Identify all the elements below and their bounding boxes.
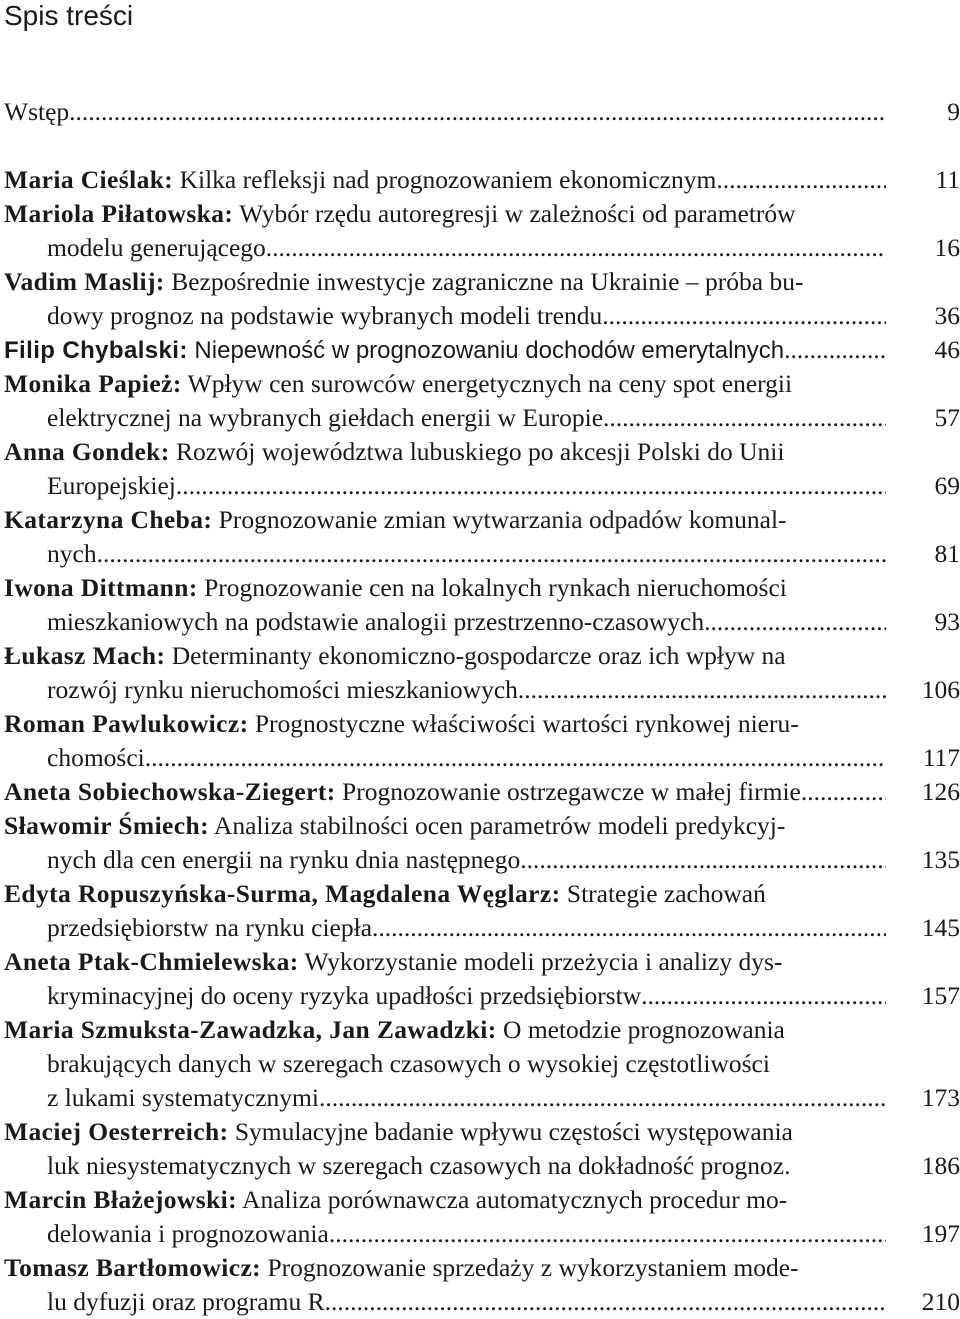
entry-title-line: Wykorzystanie modeli przeżycia i analizy dys- <box>298 947 783 976</box>
page-number: 81 <box>934 539 960 568</box>
toc-entry[interactable] <box>4 1115 960 1183</box>
entry-title-line: Kilka refleksji nad prognozowaniem ekonomicznym <box>173 165 717 194</box>
page-title: Spis treści <box>4 0 134 31</box>
toc-entry[interactable] <box>4 1251 960 1319</box>
entry-title-line: luk niesystematycznych w szeregach czasowych na dokładność prognoz. <box>47 1151 791 1180</box>
entry-author: Anna Gondek: <box>4 437 170 466</box>
entry-title-line: modelu generującego <box>47 233 266 262</box>
entry-author: Monika Papież: <box>4 369 182 398</box>
dot-leader <box>329 1217 886 1251</box>
entry-title-line: Prognozowanie zmian wytwarzania odpadów komunal- <box>212 505 787 534</box>
entry-title-line: nych <box>47 539 97 568</box>
table-of-contents <box>4 95 960 1319</box>
dot-leader <box>602 299 886 333</box>
dot-leader <box>266 231 886 265</box>
entry-title-line: rozwój rynku nieruchomości mieszkaniowych <box>47 675 518 704</box>
toc-entry[interactable] <box>4 435 960 503</box>
entry-title-line: Rozwój województwa lubuskiego po akcesji Polski do Unii <box>169 437 785 466</box>
toc-entry[interactable] <box>4 197 960 265</box>
entry-title-line: Prognozowanie ostrzegawcze w małej firmie <box>335 777 801 806</box>
page-number: 186 <box>921 1151 960 1180</box>
toc-entry[interactable] <box>4 877 960 945</box>
entry-title-line: Prognostyczne właściwości wartości rynkowej nieru- <box>248 709 799 738</box>
page-number: 173 <box>921 1083 960 1112</box>
entry-author: Aneta Sobiechowska-Ziegert: <box>4 777 336 806</box>
dot-leader <box>145 741 886 775</box>
toc-entry[interactable] <box>4 707 960 775</box>
entry-title-line: Bezpośrednie inwestycje zagraniczne na Ukrainie – próba bu- <box>164 267 804 296</box>
entry-title-line: Wybór rzędu autoregresji w zależności od parametrów <box>233 199 796 228</box>
toc-entry[interactable] <box>4 571 960 639</box>
toc-entry[interactable] <box>4 1183 960 1251</box>
entry-title-line: brakujących danych w szeregach czasowych o wysokiej częstotliwości <box>47 1049 770 1078</box>
dot-leader <box>716 163 886 197</box>
dot-leader <box>69 95 886 129</box>
dot-leader <box>518 673 886 707</box>
entry-title-line: nych dla cen energii na rynku dnia następnego <box>47 845 521 874</box>
entry-title-line: O metodzie prognozowania <box>496 1015 785 1044</box>
dot-leader <box>704 605 886 639</box>
page-number: 157 <box>921 981 960 1010</box>
dot-leader <box>784 333 886 368</box>
entry-title-line: Europejskiej <box>47 471 176 500</box>
entry-title-line: mieszkaniowych na podstawie analogii przestrzenno-czasowych <box>47 607 705 636</box>
page-number: 126 <box>921 777 960 806</box>
entry-title-line: przedsiębiorstw na rynku ciepła <box>47 913 373 942</box>
entry-title: Wstęp <box>4 97 70 126</box>
entry-title-line: Analiza stabilności ocen parametrów modeli predykcyj- <box>208 811 786 840</box>
entry-author: Łukasz Mach: <box>4 641 166 670</box>
entry-author: Filip Chybalski: <box>4 337 188 364</box>
dot-leader <box>319 1081 886 1115</box>
page-number: 11 <box>935 165 960 194</box>
toc-entries <box>4 163 960 1319</box>
entry-title-line: Prognozowanie cen na lokalnych rynkach nieruchomości <box>197 573 787 602</box>
dot-leader <box>641 979 886 1013</box>
page-number: 197 <box>921 1219 960 1248</box>
toc-entry[interactable] <box>4 163 960 197</box>
toc-entry[interactable] <box>4 503 960 571</box>
page-number: 69 <box>934 471 960 500</box>
entry-title-line: z lukami systematycznymi <box>47 1083 319 1112</box>
entry-title-line: Symulacyjne badanie wpływu częstości występowania <box>228 1117 793 1146</box>
dot-leader <box>520 843 886 877</box>
page-number: 117 <box>922 743 960 772</box>
entry-title-line: Prognozowanie sprzedaży z wykorzystaniem mode- <box>261 1253 799 1282</box>
entry-author: Tomasz Bartłomowicz: <box>4 1253 262 1282</box>
entry-author: Aneta Ptak-Chmielewska: <box>4 947 299 976</box>
toc-entry[interactable] <box>4 333 960 367</box>
entry-author: Maria Cieślak: <box>4 165 174 194</box>
entry-author: Roman Pawlukowicz: <box>4 709 249 738</box>
dot-leader <box>372 911 886 945</box>
entry-author: Katarzyna Cheba: <box>4 505 213 534</box>
page-number: 135 <box>921 845 960 874</box>
page-number: 210 <box>921 1287 960 1316</box>
toc-entry-introduction[interactable] <box>4 95 960 129</box>
toc-entry[interactable] <box>4 945 960 1013</box>
entry-author: Marcin Błażejowski: <box>4 1185 238 1214</box>
entry-title-line: Analiza porównawcza automatycznych procedur mo- <box>237 1185 788 1214</box>
entry-title-line: elektrycznej na wybranych giełdach energii w Europie <box>47 403 604 432</box>
entry-title-line: Determinanty ekonomiczno-gospodarcze oraz ich wpływ na <box>165 641 786 670</box>
dot-leader <box>325 1285 886 1319</box>
entry-title-line: Niepewność w prognozowaniu dochodów emerytalnych <box>187 337 785 364</box>
dot-leader <box>603 401 886 435</box>
toc-entry[interactable] <box>4 639 960 707</box>
entry-title-line: delowania i prognozowania <box>47 1219 329 1248</box>
entry-author: Iwona Dittmann: <box>4 573 198 602</box>
page-number: 9 <box>947 97 960 126</box>
page-number: 16 <box>934 233 960 262</box>
toc-entry[interactable] <box>4 265 960 333</box>
page-number: 57 <box>934 403 960 432</box>
entry-author: Mariola Piłatowska: <box>4 199 234 228</box>
dot-leader <box>801 775 886 809</box>
page-number: 93 <box>934 607 960 636</box>
entry-author: Sławomir Śmiech: <box>4 811 209 840</box>
page-number: 145 <box>921 913 960 942</box>
entry-title-line: lu dyfuzji oraz programu R <box>47 1287 325 1316</box>
toc-entry[interactable] <box>4 775 960 809</box>
dot-leader <box>97 537 886 571</box>
toc-entry[interactable] <box>4 367 960 435</box>
page-number: 36 <box>934 301 960 330</box>
page-number: 106 <box>921 675 960 704</box>
entry-author: Maciej Oesterreich: <box>4 1117 229 1146</box>
entry-author: Edyta Ropuszyńska-Surma, Magdalena Węglarz: <box>4 879 561 908</box>
entry-author: Maria Szmuksta-Zawadzka, Jan Zawadzki: <box>4 1015 497 1044</box>
toc-entry[interactable] <box>4 1013 960 1115</box>
entry-title-line: dowy prognoz na podstawie wybranych modeli trendu <box>47 301 603 330</box>
page-number: 46 <box>934 335 960 364</box>
toc-entry[interactable] <box>4 809 960 877</box>
entry-title-line: Strategie zachowań <box>560 879 766 908</box>
dot-leader <box>176 469 886 503</box>
entry-title-line: Wpływ cen surowców energetycznych na ceny spot energii <box>181 369 793 398</box>
entry-author: Vadim Maslij: <box>4 267 165 296</box>
entry-title-line: chomości <box>47 743 145 772</box>
entry-title-line: kryminacyjnej do oceny ryzyka upadłości przedsiębiorstw <box>47 981 642 1010</box>
